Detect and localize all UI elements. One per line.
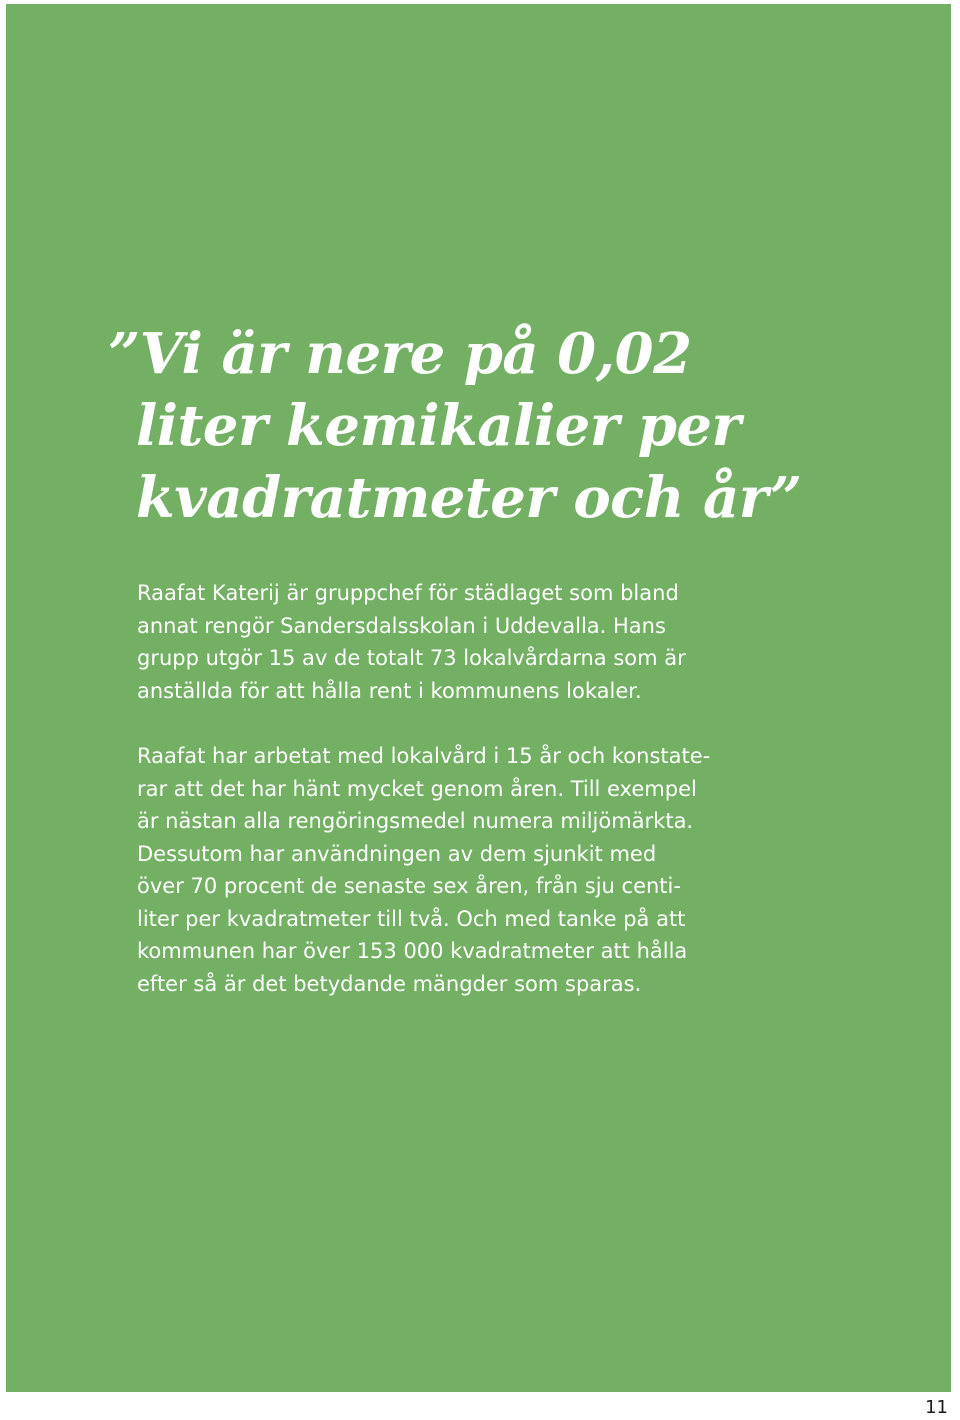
text-line: rar att det har hänt mycket genom åren. Till exempel [137, 776, 697, 801]
text-line: annat rengör Sandersdalsskolan i Uddevalla. Hans [137, 613, 666, 638]
paragraph-body [137, 740, 797, 1000]
text-line: är nästan alla rengöringsmedel numera miljömärkta. [137, 809, 694, 833]
quote-line-2: liter kemikalier per [136, 393, 741, 459]
text-line: efter så är det betydande mängder som sparas. [137, 971, 642, 996]
quote-line-3: kvadratmeter och år” [136, 465, 802, 531]
text-line: Raafat Katerij är gruppchef för städlaget som bland [137, 581, 679, 605]
text-line: grupp utgör 15 av de totalt 73 lokalvårdarna som är [137, 646, 686, 670]
quote-line-1: ”Vi är nere på 0,02 [108, 321, 692, 387]
paragraph-intro [137, 577, 797, 707]
page-number: 11 [925, 1397, 948, 1418]
text-line: Dessutom har användningen av dem sjunkit med [137, 841, 657, 866]
text-line: Raafat har arbetat med lokalvård i 15 år och konstate- [137, 744, 711, 768]
text-line: över 70 procent de senaste sex åren, från sju centi- [137, 874, 681, 898]
text-line: anställda för att hålla rent i kommunens lokaler. [137, 678, 642, 703]
pull-quote [108, 318, 828, 534]
text-line: liter per kvadratmeter till två. Och med tanke på att [137, 906, 686, 931]
text-line: kommunen har över 153 000 kvadratmeter att hålla [137, 939, 688, 963]
